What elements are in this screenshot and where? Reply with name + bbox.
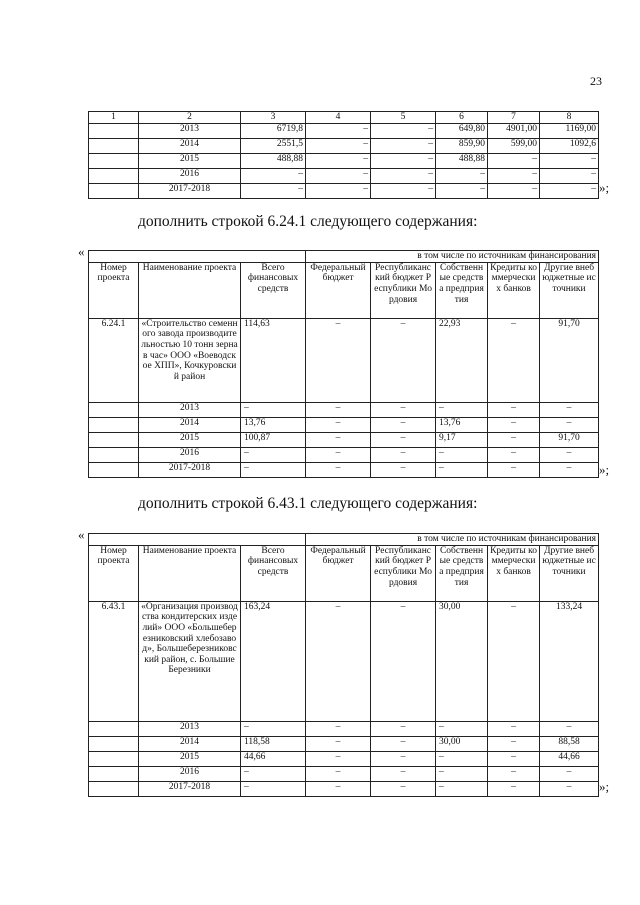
project-federal: – bbox=[306, 318, 371, 402]
column-header: Республиканский бюджет Республики Мордовия bbox=[371, 262, 436, 318]
year-cell: 2017-2018 bbox=[139, 781, 241, 796]
table-cell: – bbox=[306, 169, 371, 184]
empty-cell bbox=[89, 417, 139, 432]
year-cell: – bbox=[436, 781, 488, 796]
year-cell: – bbox=[306, 432, 371, 447]
year-cell: – bbox=[488, 736, 540, 751]
year-row bbox=[89, 766, 599, 781]
project-row bbox=[89, 318, 599, 402]
year-cell: – bbox=[488, 417, 540, 432]
table-project-6-24-1 bbox=[88, 250, 599, 478]
year-row bbox=[89, 462, 599, 477]
year-cell: – bbox=[436, 766, 488, 781]
table-cell bbox=[89, 139, 139, 154]
empty-cell bbox=[89, 534, 306, 546]
year-row bbox=[89, 432, 599, 447]
table-cell: 6719,8 bbox=[241, 124, 306, 139]
column-header: Кредиты коммерческих банков bbox=[488, 545, 540, 601]
empty-cell bbox=[89, 462, 139, 477]
table-cell: – bbox=[306, 154, 371, 169]
column-number: 5 bbox=[371, 112, 436, 124]
column-header: Другие внебюджетные источники bbox=[540, 545, 599, 601]
column-header: Наименование проекта bbox=[139, 262, 241, 318]
table-cell: – bbox=[241, 184, 306, 199]
year-cell: 2016 bbox=[139, 447, 241, 462]
project-own: 22,93 bbox=[436, 318, 488, 402]
year-cell: 13,76 bbox=[436, 417, 488, 432]
table-cell: – bbox=[540, 154, 599, 169]
table-cell: 2013 bbox=[139, 124, 241, 139]
table-row bbox=[89, 184, 599, 199]
year-cell: – bbox=[306, 721, 371, 736]
project-name: «Организация производства кондитерских изделий» ООО «Большеберезниковский хлебозавод», Большеберезниковский район, с. Большие Березники bbox=[139, 601, 241, 721]
year-row bbox=[89, 751, 599, 766]
table-project-6-43-1 bbox=[88, 533, 599, 797]
empty-cell bbox=[89, 766, 139, 781]
table-cell: 4901,00 bbox=[488, 124, 540, 139]
column-header: Федеральный бюджет bbox=[306, 545, 371, 601]
empty-cell bbox=[89, 402, 139, 417]
empty-cell bbox=[89, 251, 306, 263]
project-total: 163,24 bbox=[241, 601, 306, 721]
table-cell: 2014 bbox=[139, 139, 241, 154]
column-number: 7 bbox=[488, 112, 540, 124]
year-cell: – bbox=[371, 736, 436, 751]
empty-cell bbox=[89, 721, 139, 736]
table-cell: 2015 bbox=[139, 154, 241, 169]
intro-text-6-43-1: дополнить строкой 6.43.1 следующего содержания: bbox=[138, 495, 478, 512]
opening-quote: « bbox=[78, 244, 85, 259]
year-cell: 9,17 bbox=[436, 432, 488, 447]
year-cell: – bbox=[306, 417, 371, 432]
table-cell: 1169,00 bbox=[540, 124, 599, 139]
year-cell: 118,58 bbox=[241, 736, 306, 751]
table-continuation bbox=[88, 111, 599, 199]
empty-cell bbox=[89, 736, 139, 751]
project-row bbox=[89, 601, 599, 721]
table-cell bbox=[89, 169, 139, 184]
table-cell: – bbox=[241, 169, 306, 184]
closing-quote: »; bbox=[599, 779, 610, 794]
year-cell: – bbox=[371, 402, 436, 417]
year-cell: – bbox=[241, 462, 306, 477]
year-cell: – bbox=[371, 432, 436, 447]
column-header: Другие внебюджетные источники bbox=[540, 262, 599, 318]
year-cell: – bbox=[371, 766, 436, 781]
column-header: Собственные средства предприятия bbox=[436, 545, 488, 601]
year-cell: – bbox=[488, 721, 540, 736]
empty-cell bbox=[89, 781, 139, 796]
table-row bbox=[89, 169, 599, 184]
project-credits: – bbox=[488, 318, 540, 402]
year-cell: 100,87 bbox=[241, 432, 306, 447]
table-cell: – bbox=[436, 169, 488, 184]
year-cell: – bbox=[488, 766, 540, 781]
empty-cell bbox=[89, 751, 139, 766]
year-cell: – bbox=[540, 766, 599, 781]
table-cell: – bbox=[371, 169, 436, 184]
closing-quote: »; bbox=[599, 462, 610, 477]
year-cell: – bbox=[488, 462, 540, 477]
year-cell: – bbox=[371, 781, 436, 796]
year-cell: – bbox=[488, 751, 540, 766]
column-header: Номер проекта bbox=[89, 545, 139, 601]
year-row bbox=[89, 721, 599, 736]
table-cell: – bbox=[488, 184, 540, 199]
sources-header: в том числе по источникам финансирования bbox=[306, 534, 599, 546]
year-row bbox=[89, 402, 599, 417]
sources-header-row bbox=[89, 534, 599, 546]
column-number: 6 bbox=[436, 112, 488, 124]
year-cell: 2016 bbox=[139, 766, 241, 781]
table-cell: – bbox=[306, 139, 371, 154]
table-cell: – bbox=[306, 124, 371, 139]
year-cell: 30,00 bbox=[436, 736, 488, 751]
table-cell: 649,80 bbox=[436, 124, 488, 139]
year-cell: – bbox=[306, 402, 371, 417]
year-cell: 44,66 bbox=[241, 751, 306, 766]
project-republic: – bbox=[371, 601, 436, 721]
empty-cell bbox=[89, 447, 139, 462]
year-cell: 2013 bbox=[139, 402, 241, 417]
table-cell: – bbox=[371, 124, 436, 139]
table-cell: 2551,5 bbox=[241, 139, 306, 154]
year-cell: 2015 bbox=[139, 432, 241, 447]
table-cell bbox=[89, 154, 139, 169]
project-name: «Строительство семенного завода производительностью 10 тонн зерна в час» ООО «Воеводское ХПП», Кочкуровский район bbox=[139, 318, 241, 402]
year-cell: – bbox=[540, 402, 599, 417]
year-cell: 91,70 bbox=[540, 432, 599, 447]
year-cell: 2017-2018 bbox=[139, 462, 241, 477]
project-total: 114,63 bbox=[241, 318, 306, 402]
year-cell: – bbox=[241, 447, 306, 462]
year-cell: – bbox=[488, 402, 540, 417]
year-cell: – bbox=[436, 462, 488, 477]
empty-cell bbox=[89, 432, 139, 447]
column-number: 8 bbox=[540, 112, 599, 124]
column-header: Федеральный бюджет bbox=[306, 262, 371, 318]
table-row bbox=[89, 139, 599, 154]
project-number: 6.43.1 bbox=[89, 601, 139, 721]
year-cell: – bbox=[371, 721, 436, 736]
table-cell: – bbox=[488, 169, 540, 184]
year-cell: – bbox=[436, 721, 488, 736]
year-cell: – bbox=[371, 462, 436, 477]
year-cell: – bbox=[241, 402, 306, 417]
table-cell: – bbox=[371, 154, 436, 169]
year-cell: 2013 bbox=[139, 721, 241, 736]
year-cell: – bbox=[436, 447, 488, 462]
column-number: 4 bbox=[306, 112, 371, 124]
year-cell: – bbox=[436, 402, 488, 417]
year-cell: – bbox=[488, 781, 540, 796]
column-header: Номер проекта bbox=[89, 262, 139, 318]
opening-quote: « bbox=[78, 527, 85, 542]
table-cell: 1092,6 bbox=[540, 139, 599, 154]
year-cell: – bbox=[540, 781, 599, 796]
table-cell: 2016 bbox=[139, 169, 241, 184]
year-cell: – bbox=[488, 447, 540, 462]
project-own: 30,00 bbox=[436, 601, 488, 721]
project-other: 133,24 bbox=[540, 601, 599, 721]
column-header: Республиканский бюджет Республики Мордовия bbox=[371, 545, 436, 601]
table-row bbox=[89, 154, 599, 169]
table-cell bbox=[89, 124, 139, 139]
intro-text-6-24-1: дополнить строкой 6.24.1 следующего содержания: bbox=[138, 213, 478, 230]
table-cell: – bbox=[306, 184, 371, 199]
year-cell: – bbox=[306, 766, 371, 781]
year-cell: 2014 bbox=[139, 417, 241, 432]
year-row bbox=[89, 417, 599, 432]
table-cell: 2017-2018 bbox=[139, 184, 241, 199]
column-number: 1 bbox=[89, 112, 139, 124]
year-cell: 2015 bbox=[139, 751, 241, 766]
year-cell: – bbox=[306, 462, 371, 477]
column-headers-row bbox=[89, 262, 599, 318]
table-cell: 859,90 bbox=[436, 139, 488, 154]
year-cell: – bbox=[540, 417, 599, 432]
header-row bbox=[89, 112, 599, 124]
column-header: Всего финансовых средств bbox=[241, 262, 306, 318]
closing-quote: »; bbox=[599, 180, 610, 195]
table-cell: 488,88 bbox=[241, 154, 306, 169]
year-row bbox=[89, 736, 599, 751]
year-cell: – bbox=[306, 781, 371, 796]
year-cell: – bbox=[540, 462, 599, 477]
year-cell: – bbox=[540, 721, 599, 736]
table-cell: – bbox=[436, 184, 488, 199]
year-cell: – bbox=[540, 447, 599, 462]
year-cell: – bbox=[241, 781, 306, 796]
year-cell: – bbox=[241, 721, 306, 736]
year-cell: 44,66 bbox=[540, 751, 599, 766]
project-federal: – bbox=[306, 601, 371, 721]
year-cell: – bbox=[371, 447, 436, 462]
project-number: 6.24.1 bbox=[89, 318, 139, 402]
project-republic: – bbox=[371, 318, 436, 402]
column-header: Собственные средства предприятия bbox=[436, 262, 488, 318]
column-header: Наименование проекта bbox=[139, 545, 241, 601]
table-cell: – bbox=[488, 154, 540, 169]
year-row bbox=[89, 447, 599, 462]
column-number: 3 bbox=[241, 112, 306, 124]
year-cell: – bbox=[488, 432, 540, 447]
column-header: Кредиты коммерческих банков bbox=[488, 262, 540, 318]
year-row bbox=[89, 781, 599, 796]
sources-header-row bbox=[89, 251, 599, 263]
table-cell: 488,88 bbox=[436, 154, 488, 169]
year-cell: 88,58 bbox=[540, 736, 599, 751]
table-cell: – bbox=[371, 139, 436, 154]
table-cell: – bbox=[540, 169, 599, 184]
sources-header: в том числе по источникам финансирования bbox=[306, 251, 599, 263]
table-row bbox=[89, 124, 599, 139]
year-cell: – bbox=[306, 447, 371, 462]
column-header: Всего финансовых средств bbox=[241, 545, 306, 601]
page-number: 23 bbox=[590, 74, 602, 88]
year-cell: 2014 bbox=[139, 736, 241, 751]
table-cell: – bbox=[540, 184, 599, 199]
table-cell: – bbox=[371, 184, 436, 199]
year-cell: – bbox=[306, 751, 371, 766]
year-cell: – bbox=[436, 751, 488, 766]
table-cell bbox=[89, 184, 139, 199]
year-cell: – bbox=[306, 736, 371, 751]
project-other: 91,70 bbox=[540, 318, 599, 402]
year-cell: – bbox=[371, 751, 436, 766]
table-cell: 599,00 bbox=[488, 139, 540, 154]
column-number: 2 bbox=[139, 112, 241, 124]
year-cell: – bbox=[371, 417, 436, 432]
project-credits: – bbox=[488, 601, 540, 721]
year-cell: – bbox=[241, 766, 306, 781]
year-cell: 13,76 bbox=[241, 417, 306, 432]
column-headers-row bbox=[89, 545, 599, 601]
